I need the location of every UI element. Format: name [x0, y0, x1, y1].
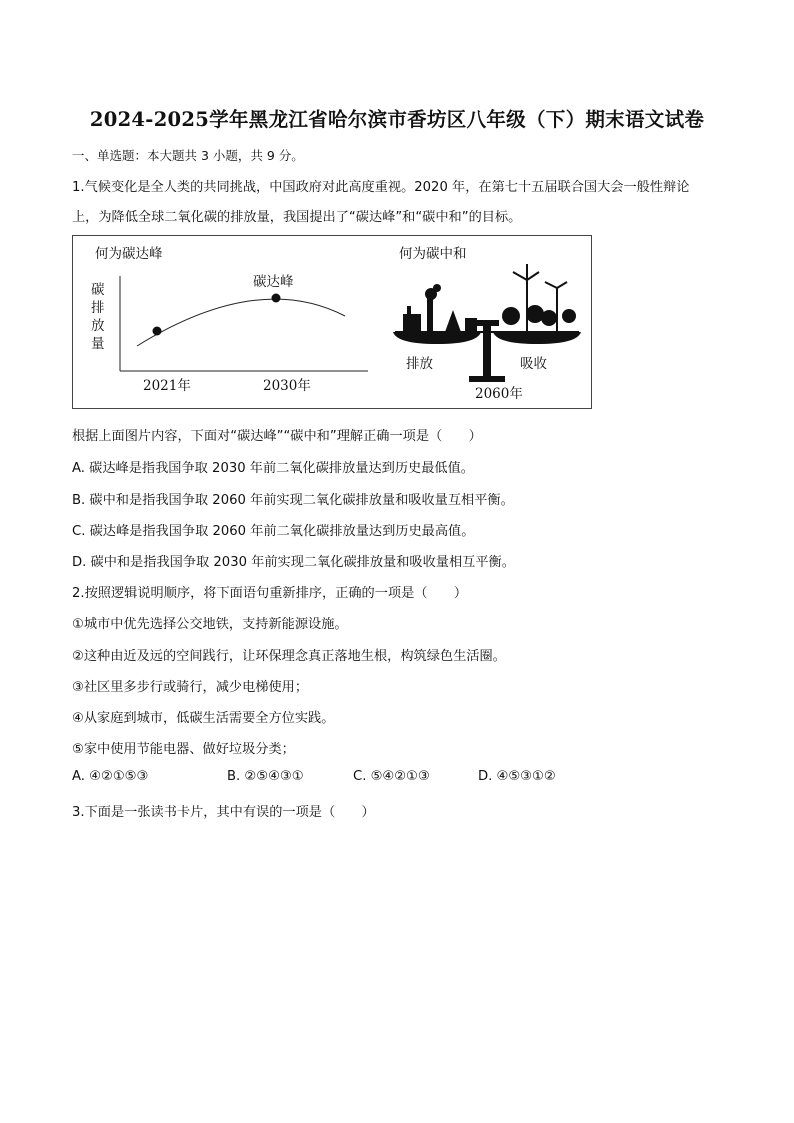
q1-stem-line2: 上，为降低全球二氧化碳的排放量，我国提出了“碳达峰”和“碳中和”的目标。	[72, 210, 522, 225]
ylabel-char-3: 放	[91, 318, 105, 334]
balance-scale-icon	[393, 320, 581, 382]
q2-option-c: C. ⑤④②①③	[353, 769, 430, 784]
q2-option-d: D. ④⑤③①②	[478, 769, 556, 784]
emission-curve	[137, 299, 345, 346]
point-2030	[272, 294, 281, 303]
peak-title: 何为碳达峰	[95, 246, 163, 262]
ylabel-char-2: 排	[91, 300, 105, 316]
year-2060-label: 2060年	[475, 386, 523, 402]
section-heading: 一、单选题：本大题共 3 小题，共 9 分。	[72, 148, 304, 163]
x-label-2021: 2021年	[143, 378, 191, 394]
neutral-title: 何为碳中和	[399, 246, 467, 262]
q2-item-3: ③社区里多步行或骑行，减少电梯使用；	[72, 680, 309, 695]
q1-figure	[72, 235, 592, 409]
q3-stem: 3.下面是一张读书卡片，其中有误的一项是（ ）	[72, 805, 375, 820]
q1-figure-svg	[73, 236, 593, 410]
q2-stem: 2.按照逻辑说明顺序，将下面语句重新排序，正确的一项是（ ）	[72, 586, 468, 601]
q1-option-d: D. 碳中和是指我国争取 2030 年前实现二氧化碳排放量和吸收量相互平衡。	[72, 555, 515, 570]
q1-question: 根据上面图片内容，下面对“碳达峰”“碳中和”理解正确一项是（ ）	[72, 429, 482, 444]
q2-option-a: A. ④②①⑤③	[72, 769, 149, 784]
ylabel-char-1: 碳	[91, 282, 105, 298]
point-2021	[153, 327, 162, 336]
trees-windmill-icon	[502, 264, 576, 332]
q1-option-a: A. 碳达峰是指我国争取 2030 年前二氧化碳排放量达到历史最低值。	[72, 461, 474, 476]
q1-option-b: B. 碳中和是指我国争取 2060 年前实现二氧化碳排放量和吸收量互相平衡。	[72, 493, 514, 508]
x-label-2030: 2030年	[263, 378, 311, 394]
emit-label: 排放	[406, 356, 433, 372]
q1-stem-line1: 1.气候变化是全人类的共同挑战，中国政府对此高度重视。2020 年，在第七十五届联合国大会一般性辩论	[72, 180, 690, 195]
ylabel-char-4: 量	[91, 336, 105, 352]
q2-item-2: ②这种由近及远的空间践行，让环保理念真正落地生根，构筑绿色生活圈。	[72, 649, 506, 664]
peak-label: 碳达峰	[253, 274, 294, 290]
q2-item-1: ①城市中优先选择公交地铁，支持新能源设施。	[72, 617, 348, 632]
q1-option-c: C. 碳达峰是指我国争取 2060 年前二氧化碳排放量达到历史最高值。	[72, 524, 475, 539]
factory-icon	[403, 284, 477, 332]
q2-item-5: ⑤家中使用节能电器、做好垃圾分类；	[72, 742, 295, 757]
absorb-label: 吸收	[520, 356, 547, 372]
q2-option-b: B. ②⑤④③①	[227, 769, 304, 784]
exam-title: 2024-2025学年黑龙江省哈尔滨市香坊区八年级（下）期末语文试卷	[89, 108, 705, 131]
q2-item-4: ④从家庭到城市，低碳生活需要全方位实践。	[72, 711, 335, 726]
